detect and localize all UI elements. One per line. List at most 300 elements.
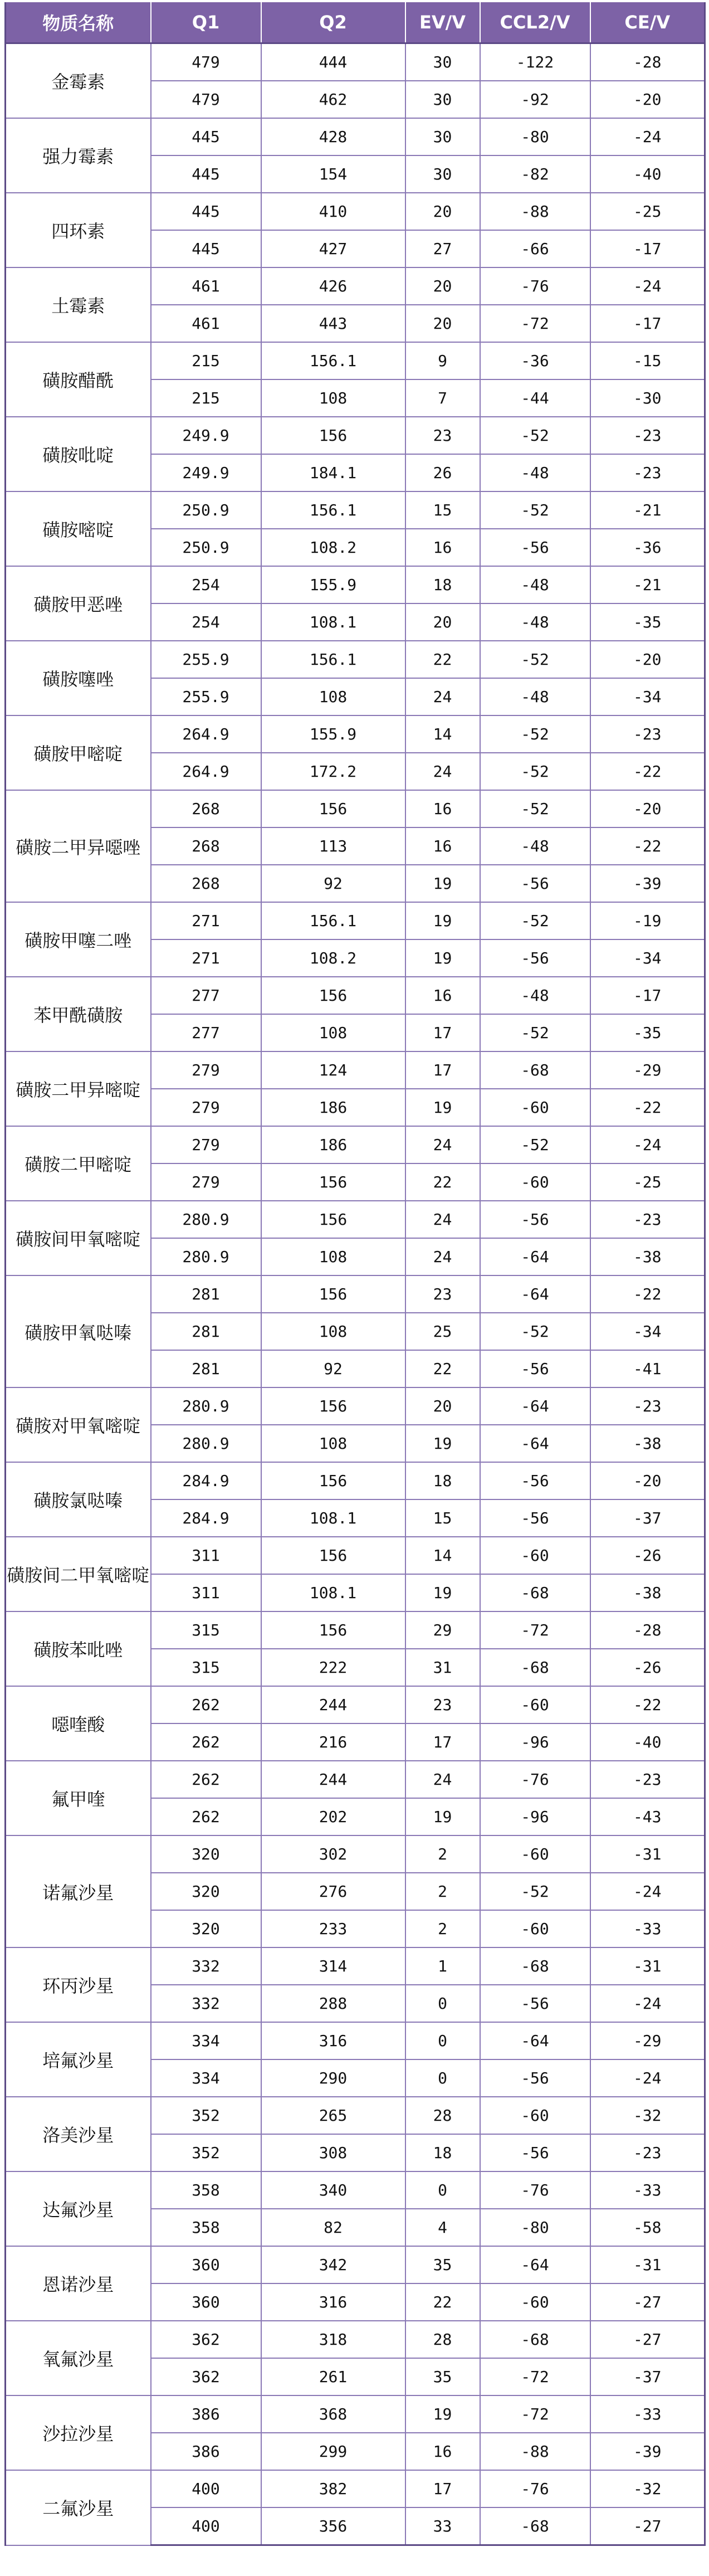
q1-cell: 215 — [151, 342, 261, 379]
q1-cell: 479 — [151, 43, 261, 81]
ce-cell: -24 — [590, 267, 705, 305]
q1-cell: 268 — [151, 865, 261, 902]
ce-cell: -20 — [590, 641, 705, 678]
table-row — [6, 1686, 705, 1723]
q1-cell: 264.9 — [151, 753, 261, 790]
q2-cell: 156.1 — [261, 342, 405, 379]
q1-cell: 262 — [151, 1723, 261, 1761]
q2-cell: 216 — [261, 1723, 405, 1761]
ev-cell: 35 — [405, 2246, 480, 2283]
ce-cell: -23 — [590, 715, 705, 753]
q1-cell: 315 — [151, 1649, 261, 1686]
ce-cell: -22 — [590, 1089, 705, 1126]
q1-cell: 249.9 — [151, 417, 261, 454]
q1-cell: 255.9 — [151, 641, 261, 678]
table-row — [6, 1761, 705, 1798]
ccl2-cell: -60 — [480, 1163, 590, 1201]
q1-cell: 332 — [151, 1947, 261, 1985]
q2-cell: 92 — [261, 1350, 405, 1387]
ccl2-cell: -52 — [480, 1313, 590, 1350]
ccl2-cell: -52 — [480, 417, 590, 454]
ev-cell: 30 — [405, 43, 480, 81]
header-q2: Q2 — [261, 2, 405, 43]
q2-cell: 382 — [261, 2470, 405, 2507]
ce-cell: -41 — [590, 1350, 705, 1387]
ce-cell: -29 — [590, 1051, 705, 1089]
substance-name-cell: 磺胺吡啶 — [6, 417, 151, 491]
header-ce: CE/V — [590, 2, 705, 43]
q1-cell: 279 — [151, 1126, 261, 1163]
q2-cell: 124 — [261, 1051, 405, 1089]
q1-cell: 254 — [151, 566, 261, 603]
ev-cell: 20 — [405, 603, 480, 641]
q1-cell: 277 — [151, 977, 261, 1014]
q2-cell: 427 — [261, 230, 405, 267]
q2-cell: 288 — [261, 1985, 405, 2022]
substance-name-cell: 土霉素 — [6, 267, 151, 342]
ev-cell: 19 — [405, 1574, 480, 1611]
ev-cell: 23 — [405, 1275, 480, 1313]
ce-cell: -27 — [590, 2321, 705, 2358]
ce-cell: -36 — [590, 529, 705, 566]
q1-cell: 360 — [151, 2283, 261, 2321]
ev-cell: 2 — [405, 1873, 480, 1910]
ccl2-cell: -60 — [480, 2097, 590, 2134]
substance-name-cell: 诺氟沙星 — [6, 1835, 151, 1947]
ccl2-cell: -52 — [480, 641, 590, 678]
ccl2-cell: -68 — [480, 1051, 590, 1089]
q2-cell: 113 — [261, 827, 405, 865]
q1-cell: 362 — [151, 2321, 261, 2358]
q2-cell: 156 — [261, 1163, 405, 1201]
ce-cell: -38 — [590, 1425, 705, 1462]
ce-cell: -30 — [590, 379, 705, 417]
ce-cell: -20 — [590, 81, 705, 118]
ccl2-cell: -64 — [480, 2022, 590, 2059]
ce-cell: -15 — [590, 342, 705, 379]
q1-cell: 461 — [151, 267, 261, 305]
substance-name-cell: 氧氟沙星 — [6, 2321, 151, 2395]
ccl2-cell: -52 — [480, 753, 590, 790]
ev-cell: 22 — [405, 1163, 480, 1201]
ce-cell: -33 — [590, 2395, 705, 2433]
ev-cell: 22 — [405, 1350, 480, 1387]
q1-cell: 334 — [151, 2059, 261, 2097]
ce-cell: -19 — [590, 902, 705, 939]
ccl2-cell: -96 — [480, 1798, 590, 1835]
substance-name-cell: 磺胺苯吡唑 — [6, 1611, 151, 1686]
ce-cell: -27 — [590, 2283, 705, 2321]
q2-cell: 108.1 — [261, 1574, 405, 1611]
q2-cell: 428 — [261, 118, 405, 155]
q2-cell: 244 — [261, 1761, 405, 1798]
ev-cell: 4 — [405, 2209, 480, 2246]
ev-cell: 17 — [405, 1051, 480, 1089]
table-row — [6, 2097, 705, 2134]
ce-cell: -17 — [590, 305, 705, 342]
ccl2-cell: -60 — [480, 1089, 590, 1126]
ccl2-cell: -64 — [480, 1387, 590, 1425]
q1-cell: 279 — [151, 1051, 261, 1089]
substance-name-cell: 磺胺二甲嘧啶 — [6, 1126, 151, 1201]
q2-cell: 156 — [261, 417, 405, 454]
q2-cell: 356 — [261, 2507, 405, 2545]
substance-name-cell: 金霉素 — [6, 43, 151, 119]
table-row — [6, 902, 705, 939]
table-row — [6, 2395, 705, 2433]
ce-cell: -25 — [590, 1163, 705, 1201]
q2-cell: 222 — [261, 1649, 405, 1686]
q1-cell: 281 — [151, 1313, 261, 1350]
table-row — [6, 267, 705, 305]
q2-cell: 316 — [261, 2022, 405, 2059]
q2-cell: 172.2 — [261, 753, 405, 790]
table-row — [6, 1126, 705, 1163]
substance-name-cell: 达氟沙星 — [6, 2171, 151, 2246]
table-row — [6, 977, 705, 1014]
q1-cell: 320 — [151, 1910, 261, 1947]
ev-cell: 16 — [405, 977, 480, 1014]
ccl2-cell: -48 — [480, 827, 590, 865]
ce-cell: -31 — [590, 2246, 705, 2283]
ev-cell: 19 — [405, 902, 480, 939]
ce-cell: -34 — [590, 1313, 705, 1350]
table-row — [6, 1387, 705, 1425]
ccl2-cell: -64 — [480, 2246, 590, 2283]
substance-name-cell: 磺胺甲氧哒嗪 — [6, 1275, 151, 1387]
ccl2-cell: -72 — [480, 2395, 590, 2433]
q1-cell: 281 — [151, 1275, 261, 1313]
ccl2-cell: -82 — [480, 155, 590, 193]
q1-cell: 445 — [151, 193, 261, 230]
q1-cell: 320 — [151, 1873, 261, 1910]
ccl2-cell: -52 — [480, 790, 590, 827]
q2-cell: 316 — [261, 2283, 405, 2321]
ev-cell: 16 — [405, 529, 480, 566]
ev-cell: 24 — [405, 753, 480, 790]
q2-cell: 444 — [261, 43, 405, 81]
ccl2-cell: -88 — [480, 193, 590, 230]
ev-cell: 30 — [405, 81, 480, 118]
ccl2-cell: -48 — [480, 454, 590, 491]
ev-cell: 1 — [405, 1947, 480, 1985]
ev-cell: 18 — [405, 1462, 480, 1499]
ccl2-cell: -48 — [480, 603, 590, 641]
ev-cell: 14 — [405, 1537, 480, 1574]
q2-cell: 314 — [261, 1947, 405, 1985]
q2-cell: 108 — [261, 1014, 405, 1051]
substance-name-cell: 培氟沙星 — [6, 2022, 151, 2097]
ev-cell: 33 — [405, 2507, 480, 2545]
ccl2-cell: -52 — [480, 1126, 590, 1163]
ccl2-cell: -92 — [480, 81, 590, 118]
q2-cell: 156 — [261, 1201, 405, 1238]
q1-cell: 215 — [151, 379, 261, 417]
ev-cell: 14 — [405, 715, 480, 753]
q2-cell: 108.2 — [261, 529, 405, 566]
ccl2-cell: -68 — [480, 1574, 590, 1611]
q1-cell: 271 — [151, 902, 261, 939]
q2-cell: 308 — [261, 2134, 405, 2171]
q1-cell: 334 — [151, 2022, 261, 2059]
table-row — [6, 2022, 705, 2059]
ce-cell: -34 — [590, 939, 705, 977]
table-container — [4, 2, 704, 2546]
ce-cell: -31 — [590, 1947, 705, 1985]
ev-cell: 20 — [405, 305, 480, 342]
ev-cell: 16 — [405, 2433, 480, 2470]
ev-cell: 2 — [405, 1835, 480, 1873]
substance-name-cell: 磺胺间甲氧嘧啶 — [6, 1201, 151, 1275]
ce-cell: -40 — [590, 155, 705, 193]
q1-cell: 360 — [151, 2246, 261, 2283]
ev-cell: 0 — [405, 2059, 480, 2097]
ccl2-cell: -48 — [480, 977, 590, 1014]
q2-cell: 108 — [261, 1238, 405, 1275]
ccl2-cell: -56 — [480, 1462, 590, 1499]
ce-cell: -32 — [590, 2470, 705, 2507]
ce-cell: -38 — [590, 1238, 705, 1275]
data-table — [4, 2, 706, 2546]
q1-cell: 255.9 — [151, 678, 261, 715]
ccl2-cell: -36 — [480, 342, 590, 379]
substance-name-cell: 磺胺间二甲氧嘧啶 — [6, 1537, 151, 1611]
ev-cell: 35 — [405, 2358, 480, 2395]
q2-cell: 340 — [261, 2171, 405, 2209]
ev-cell: 23 — [405, 417, 480, 454]
q2-cell: 156 — [261, 977, 405, 1014]
ce-cell: -22 — [590, 827, 705, 865]
q2-cell: 244 — [261, 1686, 405, 1723]
q1-cell: 280.9 — [151, 1201, 261, 1238]
header-substance-name: 物质名称 — [6, 2, 151, 43]
q1-cell: 400 — [151, 2470, 261, 2507]
ev-cell: 31 — [405, 1649, 480, 1686]
ccl2-cell: -76 — [480, 2171, 590, 2209]
substance-name-cell: 磺胺对甲氧嘧啶 — [6, 1387, 151, 1462]
q2-cell: 156.1 — [261, 491, 405, 529]
header-q1: Q1 — [151, 2, 261, 43]
substance-name-cell: 强力霉素 — [6, 118, 151, 193]
ev-cell: 22 — [405, 641, 480, 678]
table-row — [6, 1947, 705, 1985]
ce-cell: -23 — [590, 1761, 705, 1798]
ccl2-cell: -60 — [480, 1686, 590, 1723]
q2-cell: 265 — [261, 2097, 405, 2134]
ce-cell: -24 — [590, 1126, 705, 1163]
ev-cell: 0 — [405, 2022, 480, 2059]
ccl2-cell: -60 — [480, 2283, 590, 2321]
q1-cell: 362 — [151, 2358, 261, 2395]
ccl2-cell: -64 — [480, 1425, 590, 1462]
ccl2-cell: -64 — [480, 1275, 590, 1313]
q1-cell: 254 — [151, 603, 261, 641]
ev-cell: 19 — [405, 865, 480, 902]
q2-cell: 108.2 — [261, 939, 405, 977]
ccl2-cell: -56 — [480, 1499, 590, 1537]
substance-name-cell: 磺胺醋酰 — [6, 342, 151, 417]
ccl2-cell: -56 — [480, 865, 590, 902]
ce-cell: -25 — [590, 193, 705, 230]
q2-cell: 92 — [261, 865, 405, 902]
q2-cell: 462 — [261, 81, 405, 118]
ce-cell: -39 — [590, 2433, 705, 2470]
ce-cell: -27 — [590, 2507, 705, 2545]
q1-cell: 284.9 — [151, 1462, 261, 1499]
ev-cell: 24 — [405, 1201, 480, 1238]
substance-name-cell: 磺胺嘧啶 — [6, 491, 151, 566]
q2-cell: 155.9 — [261, 715, 405, 753]
q2-cell: 156 — [261, 1275, 405, 1313]
table-row — [6, 1835, 705, 1873]
table-row — [6, 1611, 705, 1649]
q2-cell: 443 — [261, 305, 405, 342]
ccl2-cell: -52 — [480, 902, 590, 939]
q1-cell: 479 — [151, 81, 261, 118]
table-row — [6, 1462, 705, 1499]
ev-cell: 15 — [405, 491, 480, 529]
ce-cell: -17 — [590, 230, 705, 267]
q2-cell: 302 — [261, 1835, 405, 1873]
ccl2-cell: -52 — [480, 1014, 590, 1051]
q2-cell: 156 — [261, 1462, 405, 1499]
ccl2-cell: -56 — [480, 2134, 590, 2171]
ev-cell: 20 — [405, 267, 480, 305]
ccl2-cell: -68 — [480, 1947, 590, 1985]
ev-cell: 15 — [405, 1499, 480, 1537]
table-row — [6, 1201, 705, 1238]
q1-cell: 279 — [151, 1089, 261, 1126]
q1-cell: 250.9 — [151, 529, 261, 566]
ce-cell: -21 — [590, 566, 705, 603]
ce-cell: -31 — [590, 1835, 705, 1873]
ce-cell: -24 — [590, 1873, 705, 1910]
q2-cell: 156 — [261, 1611, 405, 1649]
ce-cell: -43 — [590, 1798, 705, 1835]
ev-cell: 24 — [405, 1238, 480, 1275]
substance-name-cell: 环丙沙星 — [6, 1947, 151, 2022]
q1-cell: 461 — [151, 305, 261, 342]
substance-name-cell: 磺胺甲嘧啶 — [6, 715, 151, 790]
q2-cell: 156 — [261, 1387, 405, 1425]
ccl2-cell: -80 — [480, 118, 590, 155]
ev-cell: 29 — [405, 1611, 480, 1649]
q2-cell: 233 — [261, 1910, 405, 1947]
ce-cell: -23 — [590, 2134, 705, 2171]
ccl2-cell: -80 — [480, 2209, 590, 2246]
ccl2-cell: -48 — [480, 566, 590, 603]
ev-cell: 9 — [405, 342, 480, 379]
ccl2-cell: -52 — [480, 715, 590, 753]
q1-cell: 311 — [151, 1574, 261, 1611]
ev-cell: 16 — [405, 827, 480, 865]
substance-name-cell: 恩诺沙星 — [6, 2246, 151, 2321]
ce-cell: -58 — [590, 2209, 705, 2246]
substance-name-cell: 沙拉沙星 — [6, 2395, 151, 2470]
ccl2-cell: -122 — [480, 43, 590, 81]
ev-cell: 18 — [405, 566, 480, 603]
ccl2-cell: -56 — [480, 1201, 590, 1238]
q1-cell: 352 — [151, 2134, 261, 2171]
substance-name-cell: 二氟沙星 — [6, 2470, 151, 2545]
ce-cell: -17 — [590, 977, 705, 1014]
q1-cell: 281 — [151, 1350, 261, 1387]
substance-name-cell: 噁喹酸 — [6, 1686, 151, 1761]
ce-cell: -24 — [590, 1985, 705, 2022]
substance-name-cell: 磺胺甲噻二唑 — [6, 902, 151, 977]
table-row — [6, 417, 705, 454]
ce-cell: -34 — [590, 678, 705, 715]
q1-cell: 284.9 — [151, 1499, 261, 1537]
ccl2-cell: -76 — [480, 267, 590, 305]
q1-cell: 268 — [151, 790, 261, 827]
q1-cell: 358 — [151, 2171, 261, 2209]
q2-cell: 184.1 — [261, 454, 405, 491]
q1-cell: 262 — [151, 1686, 261, 1723]
q1-cell: 386 — [151, 2433, 261, 2470]
ev-cell: 19 — [405, 939, 480, 977]
q2-cell: 261 — [261, 2358, 405, 2395]
q2-cell: 202 — [261, 1798, 405, 1835]
q2-cell: 426 — [261, 267, 405, 305]
q1-cell: 250.9 — [151, 491, 261, 529]
q2-cell: 108 — [261, 379, 405, 417]
header-row — [6, 2, 705, 43]
ce-cell: -20 — [590, 790, 705, 827]
q2-cell: 108 — [261, 1313, 405, 1350]
q1-cell: 264.9 — [151, 715, 261, 753]
substance-name-cell: 磺胺氯哒嗪 — [6, 1462, 151, 1537]
table-row — [6, 1275, 705, 1313]
q1-cell: 315 — [151, 1611, 261, 1649]
q1-cell: 320 — [151, 1835, 261, 1873]
q1-cell: 268 — [151, 827, 261, 865]
ce-cell: -39 — [590, 865, 705, 902]
ev-cell: 19 — [405, 2395, 480, 2433]
ev-cell: 0 — [405, 1985, 480, 2022]
ce-cell: -38 — [590, 1574, 705, 1611]
header-ev: EV/V — [405, 2, 480, 43]
ce-cell: -20 — [590, 1462, 705, 1499]
ev-cell: 18 — [405, 2134, 480, 2171]
ce-cell: -26 — [590, 1537, 705, 1574]
substance-name-cell: 磺胺二甲异嘧啶 — [6, 1051, 151, 1126]
substance-name-cell: 磺胺噻唑 — [6, 641, 151, 715]
substance-name-cell: 磺胺甲恶唑 — [6, 566, 151, 641]
ev-cell: 27 — [405, 230, 480, 267]
ev-cell: 16 — [405, 790, 480, 827]
q2-cell: 342 — [261, 2246, 405, 2283]
q2-cell: 108.1 — [261, 1499, 405, 1537]
ev-cell: 7 — [405, 379, 480, 417]
ce-cell: -22 — [590, 1686, 705, 1723]
table-row — [6, 193, 705, 230]
q1-cell: 280.9 — [151, 1425, 261, 1462]
ev-cell: 28 — [405, 2097, 480, 2134]
ev-cell: 24 — [405, 1126, 480, 1163]
table-row — [6, 641, 705, 678]
q2-cell: 276 — [261, 1873, 405, 1910]
q2-cell: 299 — [261, 2433, 405, 2470]
table-row — [6, 1051, 705, 1089]
header-ccl2: CCL2/V — [480, 2, 590, 43]
q1-cell: 445 — [151, 155, 261, 193]
ev-cell: 19 — [405, 1798, 480, 1835]
ccl2-cell: -76 — [480, 1761, 590, 1798]
ev-cell: 20 — [405, 193, 480, 230]
ev-cell: 24 — [405, 678, 480, 715]
table-row — [6, 2470, 705, 2507]
